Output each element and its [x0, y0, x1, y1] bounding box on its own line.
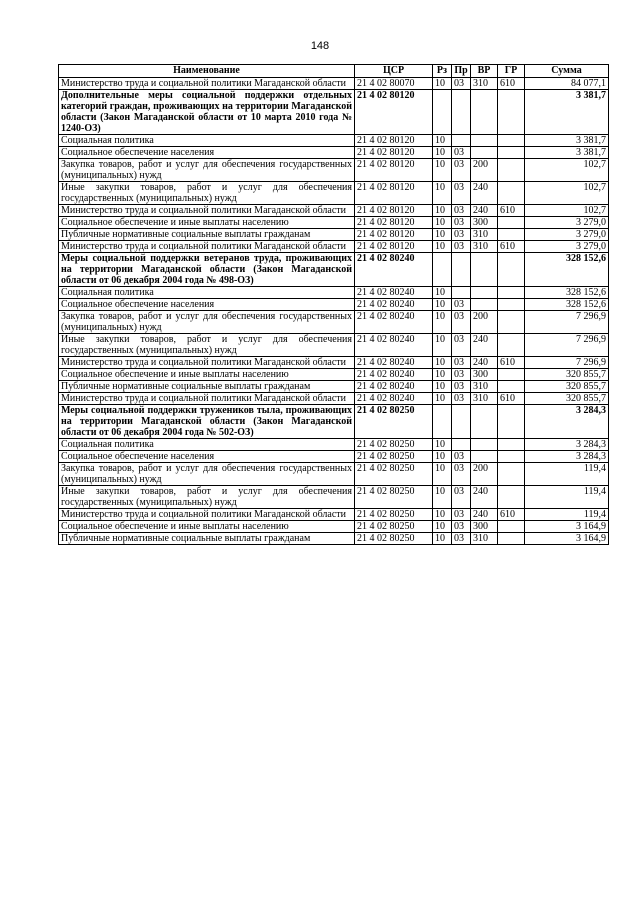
cell-sum: 84 077,1 [525, 78, 609, 90]
cell-name: Публичные нормативные социальные выплаты гражданам [59, 229, 355, 241]
cell-csr: 21 4 02 80120 [355, 90, 433, 135]
table-row [59, 147, 609, 159]
cell-gr: 610 [498, 78, 525, 90]
cell-name: Публичные нормативные социальные выплаты гражданам [59, 533, 355, 545]
table-body [59, 78, 609, 545]
table-header-row [59, 65, 609, 78]
cell-rz [433, 405, 452, 439]
cell-gr [498, 311, 525, 334]
cell-name: Социальное обеспечение и иные выплаты населению [59, 521, 355, 533]
table-row [59, 78, 609, 90]
cell-sum: 3 279,0 [525, 217, 609, 229]
cell-gr [498, 159, 525, 182]
cell-csr: 21 4 02 80250 [355, 486, 433, 509]
cell-vr: 240 [471, 182, 498, 205]
table-row [59, 486, 609, 509]
cell-vr: 200 [471, 463, 498, 486]
cell-rz: 10 [433, 299, 452, 311]
cell-csr: 21 4 02 80250 [355, 439, 433, 451]
cell-vr: 310 [471, 229, 498, 241]
cell-csr: 21 4 02 80240 [355, 334, 433, 357]
cell-name: Социальное обеспечение и иные выплаты населению [59, 369, 355, 381]
cell-name: Социальное обеспечение населения [59, 299, 355, 311]
cell-csr: 21 4 02 80120 [355, 135, 433, 147]
cell-gr [498, 451, 525, 463]
cell-name: Иные закупки товаров, работ и услуг для обеспечения государственных (муниципальных) нужд [59, 486, 355, 509]
cell-gr [498, 287, 525, 299]
cell-gr [498, 405, 525, 439]
cell-gr [498, 147, 525, 159]
cell-pr: 03 [452, 509, 471, 521]
table-row [59, 287, 609, 299]
cell-name: Публичные нормативные социальные выплаты гражданам [59, 381, 355, 393]
cell-vr: 240 [471, 205, 498, 217]
table-row [59, 253, 609, 287]
cell-csr: 21 4 02 80120 [355, 182, 433, 205]
cell-gr [498, 381, 525, 393]
cell-rz: 10 [433, 357, 452, 369]
cell-gr [498, 229, 525, 241]
cell-csr: 21 4 02 80240 [355, 253, 433, 287]
cell-gr [498, 334, 525, 357]
cell-pr: 03 [452, 393, 471, 405]
cell-sum: 7 296,9 [525, 357, 609, 369]
cell-rz: 10 [433, 287, 452, 299]
cell-vr: 310 [471, 533, 498, 545]
cell-sum: 102,7 [525, 159, 609, 182]
table-row [59, 451, 609, 463]
cell-sum: 320 855,7 [525, 369, 609, 381]
cell-name: Министерство труда и социальной политики Магаданской области [59, 78, 355, 90]
cell-gr [498, 369, 525, 381]
cell-gr [498, 299, 525, 311]
cell-rz: 10 [433, 334, 452, 357]
cell-name: Меры социальной поддержки тружеников тыла, проживающих на территории Магаданской области (Закон Магаданской области от 06 декабря 2004 года № 502-ОЗ) [59, 405, 355, 439]
table-row [59, 182, 609, 205]
cell-csr: 21 4 02 80250 [355, 463, 433, 486]
cell-sum: 119,4 [525, 486, 609, 509]
cell-csr: 21 4 02 80250 [355, 405, 433, 439]
cell-sum: 119,4 [525, 509, 609, 521]
cell-sum: 320 855,7 [525, 381, 609, 393]
cell-pr: 03 [452, 311, 471, 334]
table-row [59, 393, 609, 405]
cell-name: Социальная политика [59, 287, 355, 299]
cell-rz: 10 [433, 135, 452, 147]
cell-vr: 240 [471, 509, 498, 521]
cell-rz: 10 [433, 205, 452, 217]
cell-sum: 102,7 [525, 205, 609, 217]
cell-pr: 03 [452, 229, 471, 241]
cell-rz: 10 [433, 217, 452, 229]
cell-rz: 10 [433, 463, 452, 486]
cell-sum: 3 164,9 [525, 521, 609, 533]
cell-vr: 200 [471, 311, 498, 334]
cell-pr: 03 [452, 451, 471, 463]
cell-pr: 03 [452, 486, 471, 509]
cell-rz [433, 90, 452, 135]
cell-vr: 240 [471, 357, 498, 369]
cell-sum: 7 296,9 [525, 311, 609, 334]
cell-name: Министерство труда и социальной политики Магаданской области [59, 509, 355, 521]
cell-name: Министерство труда и социальной политики Магаданской области [59, 241, 355, 253]
cell-csr: 21 4 02 80250 [355, 509, 433, 521]
cell-gr [498, 90, 525, 135]
cell-vr: 300 [471, 369, 498, 381]
table-row [59, 135, 609, 147]
cell-sum: 119,4 [525, 463, 609, 486]
cell-csr: 21 4 02 80120 [355, 147, 433, 159]
cell-pr: 03 [452, 334, 471, 357]
cell-gr [498, 486, 525, 509]
cell-pr: 03 [452, 205, 471, 217]
cell-name: Меры социальной поддержки ветеранов труда, проживающих на территории Магаданской области (Закон Магаданской области от 06 декабря 2004 года № 498-ОЗ) [59, 253, 355, 287]
cell-rz: 10 [433, 241, 452, 253]
cell-csr: 21 4 02 80240 [355, 299, 433, 311]
cell-gr: 610 [498, 509, 525, 521]
table-row [59, 205, 609, 217]
table-row [59, 357, 609, 369]
cell-gr [498, 463, 525, 486]
cell-rz: 10 [433, 393, 452, 405]
table-row [59, 439, 609, 451]
cell-gr [498, 182, 525, 205]
cell-name: Закупка товаров, работ и услуг для обеспечения государственных (муниципальных) нужд [59, 311, 355, 334]
cell-csr: 21 4 02 80070 [355, 78, 433, 90]
header-gr: ГР [498, 65, 525, 78]
cell-gr: 610 [498, 205, 525, 217]
cell-rz: 10 [433, 78, 452, 90]
cell-vr [471, 405, 498, 439]
cell-vr: 310 [471, 381, 498, 393]
cell-rz: 10 [433, 147, 452, 159]
cell-pr [452, 90, 471, 135]
cell-pr [452, 405, 471, 439]
cell-gr [498, 439, 525, 451]
cell-gr: 610 [498, 393, 525, 405]
cell-csr: 21 4 02 80240 [355, 287, 433, 299]
cell-sum: 3 381,7 [525, 135, 609, 147]
table-row [59, 311, 609, 334]
header-sum: Сумма [525, 65, 609, 78]
cell-pr [452, 439, 471, 451]
cell-sum: 3 164,9 [525, 533, 609, 545]
cell-csr: 21 4 02 80240 [355, 381, 433, 393]
cell-csr: 21 4 02 80240 [355, 311, 433, 334]
cell-sum: 3 284,3 [525, 439, 609, 451]
cell-vr: 240 [471, 334, 498, 357]
cell-pr: 03 [452, 159, 471, 182]
cell-pr: 03 [452, 147, 471, 159]
table-row [59, 241, 609, 253]
cell-sum: 3 279,0 [525, 229, 609, 241]
cell-csr: 21 4 02 80120 [355, 205, 433, 217]
budget-table [58, 64, 609, 545]
cell-gr [498, 217, 525, 229]
cell-pr: 03 [452, 357, 471, 369]
cell-pr: 03 [452, 217, 471, 229]
cell-csr: 21 4 02 80120 [355, 229, 433, 241]
cell-pr: 03 [452, 381, 471, 393]
cell-pr [452, 135, 471, 147]
table-row [59, 381, 609, 393]
cell-name: Иные закупки товаров, работ и услуг для обеспечения государственных (муниципальных) нужд [59, 334, 355, 357]
cell-name: Закупка товаров, работ и услуг для обеспечения государственных (муниципальных) нужд [59, 463, 355, 486]
cell-sum: 328 152,6 [525, 287, 609, 299]
cell-name: Дополнительные меры социальной поддержки отдельных категорий граждан, проживающих на территории Магаданской области (Закон Магаданской области от 10 марта 2010 года № 1240-ОЗ) [59, 90, 355, 135]
cell-pr: 03 [452, 299, 471, 311]
cell-pr: 03 [452, 533, 471, 545]
cell-rz: 10 [433, 182, 452, 205]
cell-vr [471, 451, 498, 463]
header-rz: Рз [433, 65, 452, 78]
cell-pr [452, 287, 471, 299]
cell-vr: 310 [471, 241, 498, 253]
cell-gr [498, 533, 525, 545]
table-row [59, 405, 609, 439]
cell-rz: 10 [433, 521, 452, 533]
header-vr: ВР [471, 65, 498, 78]
cell-pr: 03 [452, 521, 471, 533]
cell-csr: 21 4 02 80240 [355, 393, 433, 405]
cell-sum: 328 152,6 [525, 299, 609, 311]
cell-vr: 240 [471, 486, 498, 509]
table-row [59, 521, 609, 533]
cell-rz: 10 [433, 311, 452, 334]
cell-gr [498, 253, 525, 287]
header-pr: Пр [452, 65, 471, 78]
cell-vr [471, 147, 498, 159]
cell-name: Социальное обеспечение и иные выплаты населению [59, 217, 355, 229]
cell-rz: 10 [433, 159, 452, 182]
cell-vr [471, 287, 498, 299]
cell-rz: 10 [433, 486, 452, 509]
cell-name: Министерство труда и социальной политики Магаданской области [59, 393, 355, 405]
cell-sum: 320 855,7 [525, 393, 609, 405]
table-row [59, 159, 609, 182]
cell-vr [471, 439, 498, 451]
cell-rz: 10 [433, 381, 452, 393]
cell-vr: 300 [471, 217, 498, 229]
table-row [59, 533, 609, 545]
table-row [59, 229, 609, 241]
cell-rz: 10 [433, 533, 452, 545]
cell-rz: 10 [433, 509, 452, 521]
cell-name: Министерство труда и социальной политики Магаданской области [59, 205, 355, 217]
cell-pr: 03 [452, 463, 471, 486]
cell-name: Закупка товаров, работ и услуг для обеспечения государственных (муниципальных) нужд [59, 159, 355, 182]
table-row [59, 334, 609, 357]
cell-name: Министерство труда и социальной политики Магаданской области [59, 357, 355, 369]
cell-sum: 3 279,0 [525, 241, 609, 253]
cell-rz: 10 [433, 451, 452, 463]
cell-gr: 610 [498, 241, 525, 253]
cell-pr: 03 [452, 369, 471, 381]
cell-gr [498, 521, 525, 533]
cell-csr: 21 4 02 80250 [355, 533, 433, 545]
cell-sum: 7 296,9 [525, 334, 609, 357]
cell-csr: 21 4 02 80120 [355, 159, 433, 182]
header-name: Наименование [59, 65, 355, 78]
cell-vr [471, 90, 498, 135]
table-row [59, 90, 609, 135]
cell-name: Социальная политика [59, 439, 355, 451]
cell-name: Социальная политика [59, 135, 355, 147]
cell-vr: 300 [471, 521, 498, 533]
cell-sum: 3 284,3 [525, 451, 609, 463]
cell-sum: 102,7 [525, 182, 609, 205]
cell-csr: 21 4 02 80250 [355, 451, 433, 463]
table-row [59, 299, 609, 311]
cell-vr [471, 253, 498, 287]
cell-sum: 3 381,7 [525, 147, 609, 159]
cell-pr: 03 [452, 78, 471, 90]
cell-csr: 21 4 02 80250 [355, 521, 433, 533]
cell-sum: 3 381,7 [525, 90, 609, 135]
header-csr: ЦСР [355, 65, 433, 78]
cell-pr: 03 [452, 182, 471, 205]
cell-csr: 21 4 02 80240 [355, 369, 433, 381]
table-row [59, 509, 609, 521]
cell-name: Социальное обеспечение населения [59, 147, 355, 159]
cell-csr: 21 4 02 80240 [355, 357, 433, 369]
cell-sum: 328 152,6 [525, 253, 609, 287]
table-row [59, 369, 609, 381]
page-number: 148 [310, 40, 330, 52]
cell-sum: 3 284,3 [525, 405, 609, 439]
cell-vr: 310 [471, 78, 498, 90]
cell-name: Иные закупки товаров, работ и услуг для обеспечения государственных (муниципальных) нужд [59, 182, 355, 205]
cell-rz: 10 [433, 229, 452, 241]
cell-vr [471, 135, 498, 147]
cell-pr: 03 [452, 241, 471, 253]
cell-gr: 610 [498, 357, 525, 369]
cell-csr: 21 4 02 80120 [355, 217, 433, 229]
cell-rz: 10 [433, 369, 452, 381]
cell-rz: 10 [433, 439, 452, 451]
cell-vr: 200 [471, 159, 498, 182]
cell-csr: 21 4 02 80120 [355, 241, 433, 253]
cell-pr [452, 253, 471, 287]
table-row [59, 463, 609, 486]
cell-rz [433, 253, 452, 287]
table-row [59, 217, 609, 229]
cell-vr: 310 [471, 393, 498, 405]
cell-gr [498, 135, 525, 147]
cell-name: Социальное обеспечение населения [59, 451, 355, 463]
cell-vr [471, 299, 498, 311]
